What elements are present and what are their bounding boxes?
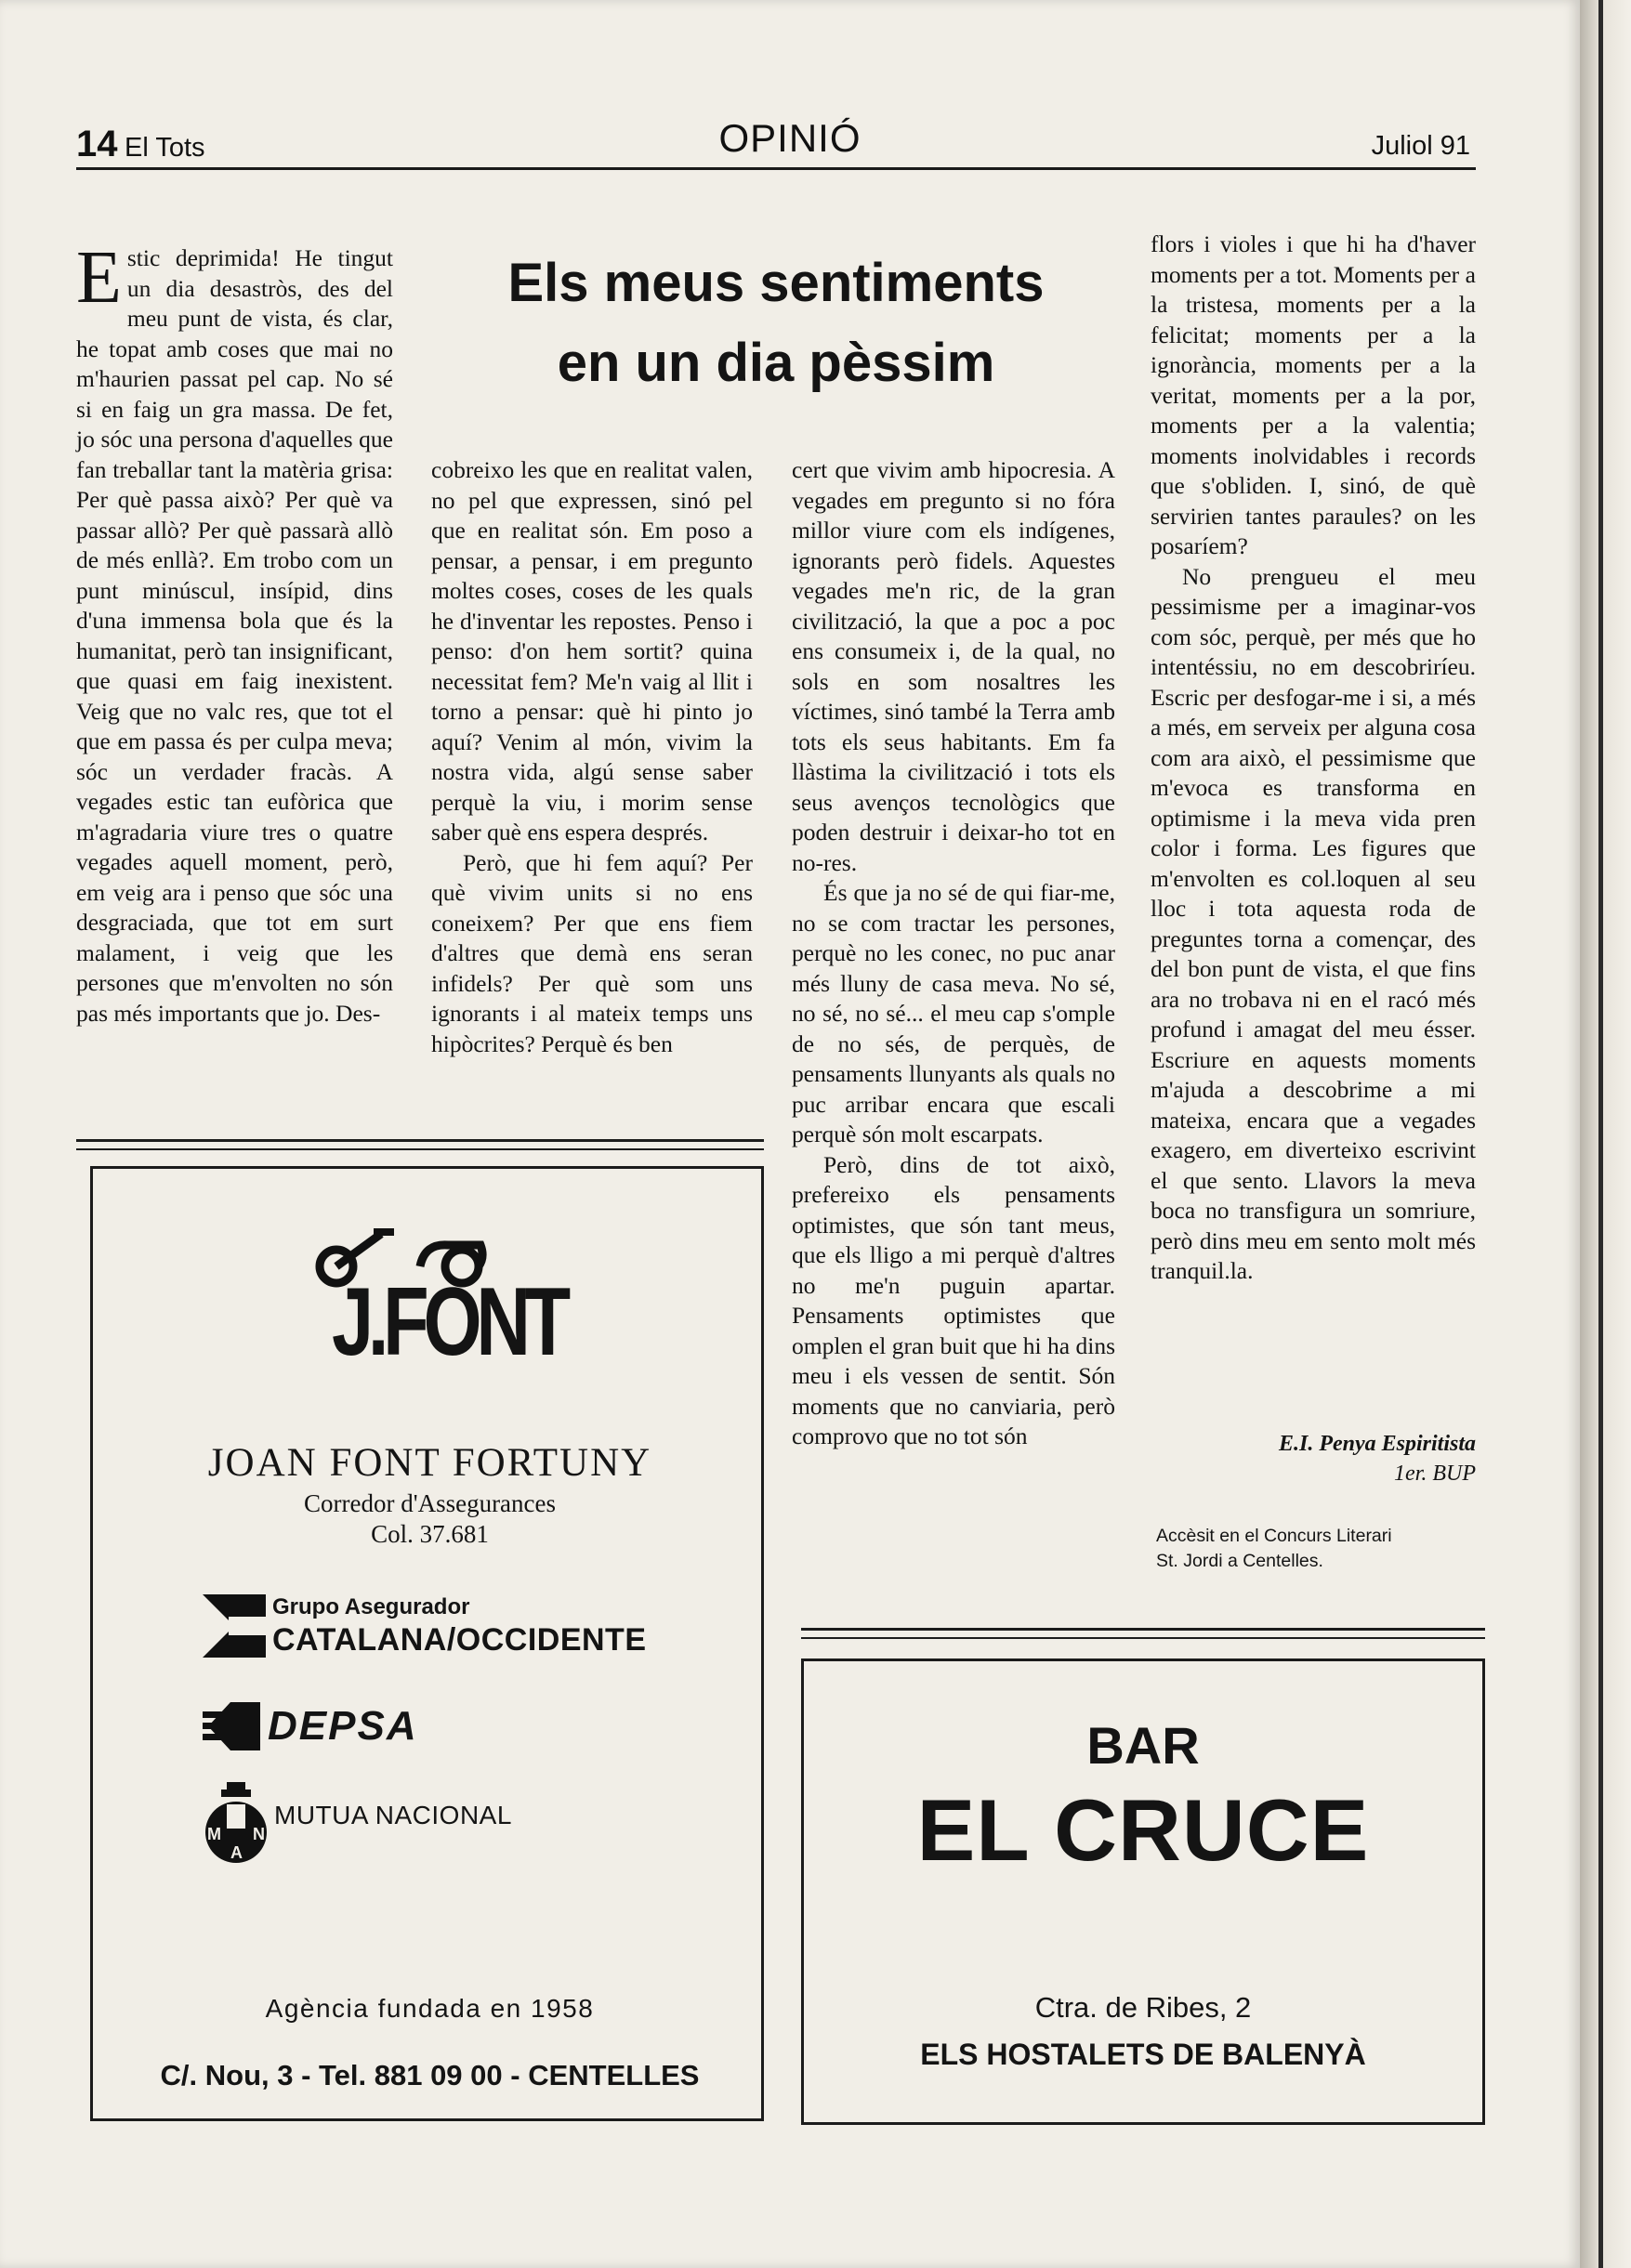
- bar-label: BAR: [1086, 1716, 1200, 1775]
- bar-name: EL CRUCE: [916, 1781, 1370, 1879]
- mutua-letter-n: N: [253, 1825, 265, 1843]
- insurer-mutua-nacional: MUTUA NACIONAL: [274, 1801, 512, 1829]
- award-note: Accèsit en el Concurs Literari St. Jordi a Centelles.: [1156, 1526, 1392, 1571]
- article-paragraph: Estic deprimida! He tingut un dia desastròs, des del meu punt de vista, és clar, he topat amb coses que mai no m'haurien passat pel cap. No sé si en faig un gra massa. De fet, jo sóc una persona d'aquelles que fan treballar tant la matèria grisa: Per què passa això? Per què va passar allò? Per què passarà allò de més enllà?. Em trobo com un punt minúscul, insípid, dins d'una immensa bola que és la humanitat, però tan insignificant, que quasi em faig inexistent. Veig que no valc res, que tot el que em passa és per culpa meva; sóc un verdader fracàs. A vegades estic tan eufòrica que m'agradaria viure tres o quatre vegades aquell moment, però, em veig ara i penso que sóc una desgraciada, que tot em surt malament, i veig que les persones que m'envolten no són pas més importants que jo. Des-: [76, 237, 393, 1027]
- article-column-3: [792, 455, 1115, 1452]
- brand-logo-text: J.FONT: [332, 1268, 566, 1376]
- agency-address: C/. Nou, 3 - Tel. 881 09 00 - CENTELLES: [160, 2059, 700, 2091]
- article-paragraph: flors i violes i que hi ha d'haver moments per a tot. Moments per a la tristesa, moments per a la felicitat; moments per a la ignorància, moments per a la veritat, moments per a la por, moments per a la valentia; moments inolvidables i records que s'obliden. I, sinó, de què servirien tantes paraules? on les posaríem?: [1151, 230, 1476, 559]
- article-column-2: [431, 455, 753, 1059]
- agency-founded: Agència fundada en 1958: [265, 1994, 595, 2023]
- insurer-group-label: Grupo Asegurador: [272, 1594, 470, 1619]
- article-title: [423, 243, 1129, 403]
- article-paragraph: cert que vivim amb hipocresia. A vegades em pregunto si no fóra millor viure com els indígenes, ignorants però fidels. Aquestes vegades me'n ric, de la gran civilització, la que a poc a poc ens consumeix i, de la qual, no sols en som nosaltres les víctimes, sinó també la Terra amb tots els seus habitants. Em fa llàstima la civilització i tots els seus avenços tecnològics que poden destruir i deixar-ho tot en no-res.: [792, 456, 1115, 876]
- article-paragraph: cobreixo les que en realitat valen, no pel que expressen, sinó pel que en realitat són. Em poso a pensar, a pensar, i em pregunto moltes coses, coses de les quals he d'inventar les repostes. Penso i penso: d'on hem sortit? quina necessitat fem? Me'n vaig al llit i torno a pensar: què hi pinto jo aquí? Venim al món, vivim la nostra vida, algú sense saber perquè la viu, i morim sense saber què ens espera després.: [431, 456, 753, 846]
- agent-role: Corredor d'Assegurances: [303, 1489, 557, 1517]
- depsa-logo-icon: [203, 1702, 260, 1750]
- issue-date: Juliol 91: [1371, 131, 1470, 161]
- article-column-4: [1151, 229, 1476, 1287]
- article-paragraph: Però, dins de tot això, prefereixo els pensaments optimistes, que són tant meus, que els lligo a mi perquè d'altres no me'n puguin apartar. Pensaments optimistes que omplen el gran buit que hi ha dins meu i els vessen de sentit. Són moments que no canviaria, però comprovo que no tot són: [792, 1150, 1115, 1449]
- bar-town: ELS HOSTALETS DE BALENYÀ: [920, 2038, 1366, 2071]
- publication-name: El Tots: [125, 133, 205, 163]
- drop-cap: E: [76, 237, 122, 319]
- agent-collegiate-number: Col. 37.681: [371, 1520, 489, 1548]
- mutua-letter-a: A: [230, 1843, 243, 1862]
- article-title-line-1: Els meus sentiments: [507, 253, 1045, 313]
- section-title: OPINIÓ: [718, 116, 862, 160]
- catalana-occidente-logo-icon: [203, 1594, 266, 1658]
- header-rule: [76, 167, 1476, 170]
- separator-rule: [76, 1148, 764, 1150]
- page-number: 14: [76, 124, 118, 164]
- article-paragraph: No prengueu el meu pessimisme per a imaginar-vos com sóc, perquè, per més que ho intentéssiu, no em descobriríeu. Escric per desfogar-me i si, a més a més, em serveix per alguna cosa com ara això, el pessimisme que m'evoca es transforma en optimisme i la meva vida pren color i forma. Les figures que m'envolten es col.loquen al seu lloc i tota aquesta roda de preguntes torna a començar, des del bon punt de vista, el que fins ara no trobava ni en el racó més profund i amagat del meu ésser. Escriure en aquests moments m'ajuda a descobrime a mi mateixa, encara que a vegades exagero, em diverteixo escrivint el que sento. Llavors la meva boca no transfigura un somriure, però dins meu em sento molt més tranquil.la.: [1151, 562, 1476, 1284]
- mutua-nacional-seal-icon: [203, 1782, 270, 1868]
- author-name: E.I. Penya Espiritista: [1278, 1432, 1476, 1456]
- article-paragraph: Però, que hi fem aquí? Per què vivim units si no ens coneixem? Per que ens fiem d'altres que demà ens seran infidels? Per què som uns ignorants i al mateix temps uns hipòcrites? Perquè és ben: [431, 848, 753, 1057]
- agent-name: JOAN FONT FORTUNY: [207, 1441, 652, 1485]
- insurer-depsa: DEPSA: [268, 1703, 418, 1749]
- article-title-line-2: en un dia pèssim: [557, 333, 995, 393]
- separator-rule: [801, 1637, 1485, 1639]
- article-column-1: [76, 237, 393, 1029]
- insurance-advertisement: [90, 1166, 764, 2121]
- mutua-letter-m: M: [207, 1825, 221, 1843]
- article-signature: [1151, 1429, 1476, 1488]
- bar-advertisement: [801, 1658, 1485, 2125]
- insurer-catalana-occidente: CATALANA/OCCIDENTE: [272, 1622, 647, 1658]
- separator-rule: [801, 1628, 1485, 1631]
- page-edge: [1580, 0, 1631, 2268]
- bar-road: Ctra. de Ribes, 2: [1034, 1991, 1252, 2024]
- author-class: 1er. BUP: [1394, 1462, 1476, 1486]
- article-paragraph: És que ja no sé de qui fiar-me, no se com tractar les persones, perquè no les conec, no puc anar més lluny de casa meva. No sé, no sé, no sé... el meu cap s'omple de no sés, de perquès, de pensaments llunyants als quals no puc arribar encara que escali perquè són molt escarpats.: [792, 879, 1115, 1147]
- separator-rule: [76, 1139, 764, 1142]
